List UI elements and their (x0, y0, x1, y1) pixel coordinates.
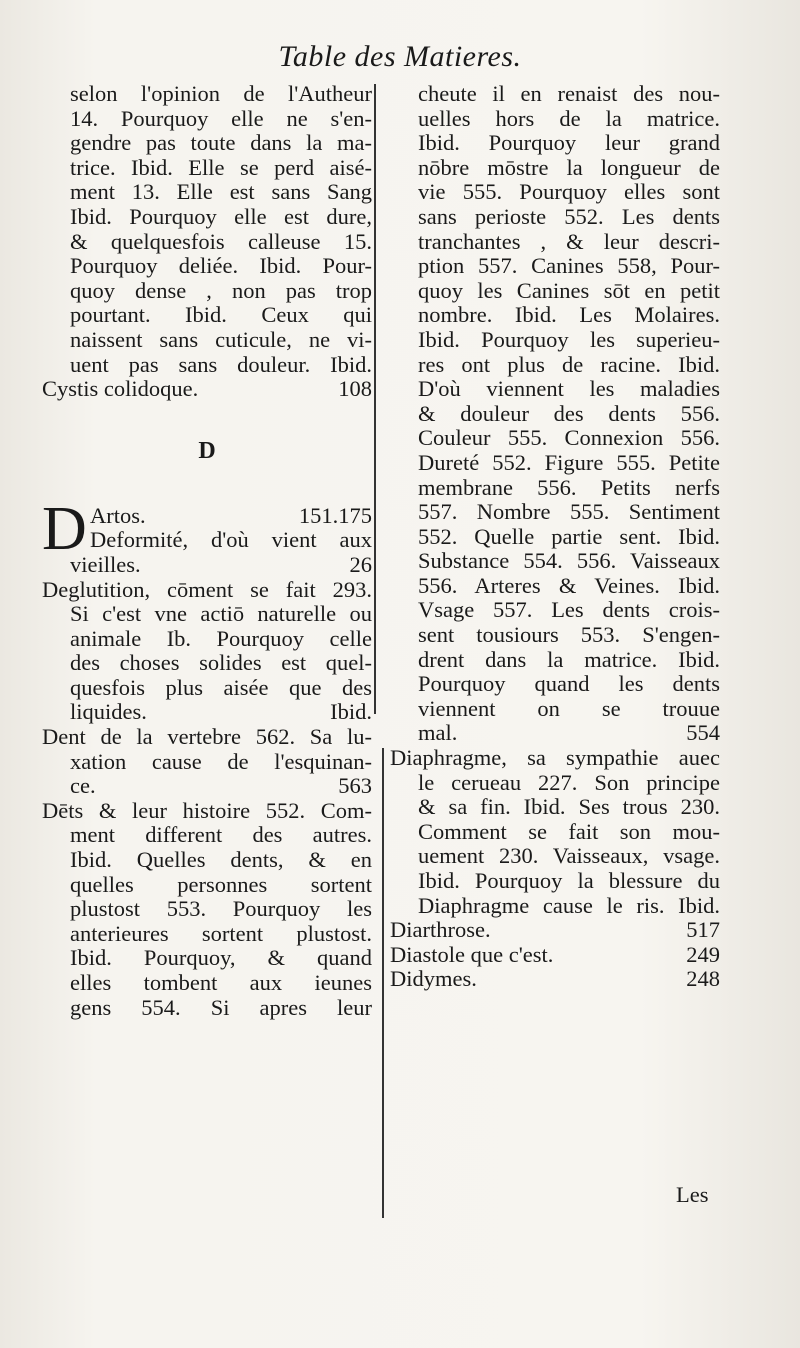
index-line (390, 918, 720, 943)
dropcap-letter: D (42, 494, 87, 563)
index-line: uent pas sans douleur. Ibid. (70, 351, 372, 377)
index-line: gens 554. Si apres leur (70, 994, 372, 1020)
column-rule-lower (382, 748, 384, 1218)
index-line: des choses solides est quel- (70, 650, 372, 676)
index-line: 14. Pourquoy elle ne s'en- (70, 105, 372, 131)
index-line: Ibid. Pourquoy la blessure du (418, 868, 720, 893)
index-line: elles tombent aux ieunes (70, 970, 372, 995)
index-line: Pourquoy deliée. Ibid. Pour- (70, 253, 372, 279)
page-number: 563 (338, 773, 372, 799)
index-line: quoy les Canines sōt en petit (418, 277, 720, 303)
dropcap-block (42, 494, 372, 563)
index-line: D'où viennent les maladies (418, 376, 720, 402)
index-line: sans perioste 552. Les dents (418, 203, 720, 229)
index-line: Couleur 555. Connexion 556. (418, 425, 720, 451)
index-line: Ibid. Quelles dents, & en (70, 847, 372, 873)
index-line: Ibid. Pourquoy leur grand (418, 130, 720, 156)
index-line: & douleur des dents 556. (418, 400, 720, 426)
index-line: tranchantes , & leur descri- (418, 228, 720, 254)
index-line: 557. Nombre 555. Sentiment (418, 499, 720, 525)
index-line (390, 967, 720, 992)
entry-text: Diastole que c'est. (390, 941, 554, 967)
index-line: Deformité, d'où vient aux (90, 527, 372, 553)
entry-text: Didymes. (390, 966, 477, 992)
index-line: Pourquoy quand les dents (418, 671, 720, 697)
index-line: Diaphragme cause le ris. Ibid. (418, 892, 720, 918)
index-line (42, 553, 372, 578)
index-line: anterieures sortent plustost. (70, 920, 372, 946)
catchword: Les (676, 1182, 709, 1207)
entry-text: ce. (70, 773, 96, 799)
right-column (390, 82, 720, 992)
spacer (42, 478, 372, 504)
index-line: animale Ib. Pourquoy celle (70, 625, 372, 651)
index-line: trice. Ibid. Elle se perd aisé- (70, 154, 372, 180)
index-line (42, 377, 372, 402)
index-line: plustost 553. Pourquoy les (70, 896, 372, 922)
index-line: cheute il en renaist des nou- (418, 81, 720, 106)
page-number: 249 (686, 941, 720, 967)
entry-text: mal. (418, 720, 458, 746)
index-line: membrane 556. Petits nerfs (418, 474, 720, 500)
index-line: Dureté 552. Figure 555. Petite (418, 449, 720, 475)
index-line: vie 555. Pourquoy elles sont (418, 179, 720, 205)
page-number: 26 (349, 551, 372, 577)
index-line: Comment se fait son mou- (418, 818, 720, 844)
column-rule-upper (374, 84, 376, 714)
index-line: 556. Arteres & Veines. Ibid. (418, 572, 720, 598)
entry-text: vieilles. (70, 551, 141, 577)
index-line: gendre pas toute dans la ma- (70, 130, 372, 156)
index-line: res ont plus de racine. Ibid. (418, 351, 720, 377)
index-line: xation cause de l'esquinan- (70, 748, 372, 774)
section-letter: D (198, 437, 216, 464)
index-line (42, 504, 372, 529)
spacer (42, 402, 372, 424)
index-line: Ibid. Pourquoy les superieu- (418, 326, 720, 352)
index-line: uelles hors de la matrice. (418, 105, 720, 131)
index-line (390, 943, 720, 968)
page-header: Table des Matieres. (278, 40, 522, 73)
index-line: quelles personnes sortent (70, 871, 372, 897)
index-line: naissent sans cuticule, ne vi- (70, 326, 372, 352)
left-column (42, 82, 372, 1020)
index-line: ment different des autres. (70, 822, 372, 848)
index-line: le cerueau 227. Son principe (418, 769, 720, 795)
index-line: quoy dense , non pas trop (70, 277, 372, 303)
index-line: Vsage 557. Les dents crois- (418, 597, 720, 623)
index-line: drent dans la matrice. Ibid. (418, 646, 720, 672)
index-line: nombre. Ibid. Les Molaires. (418, 302, 720, 328)
page-number: 108 (338, 376, 372, 402)
page-number: 151.175 (298, 502, 372, 528)
index-line: Dent de la vertebre 562. Sa lu- (42, 724, 372, 750)
entry-text: Artos. (90, 502, 146, 528)
index-line: nōbre mōstre la longueur de (418, 154, 720, 180)
index-line: uement 230. Vaisseaux, vsage. (418, 843, 720, 869)
index-line: & sa fin. Ibid. Ses trous 230. (418, 794, 720, 820)
index-line: & quelquesfois calleuse 15. (70, 228, 372, 254)
index-line: viennent on se trouue (418, 695, 720, 721)
entry-text: Diarthrose. (390, 917, 491, 943)
index-line: quesfois plus aisée que des (70, 674, 372, 700)
index-line: 552. Quelle partie sent. Ibid. (418, 523, 720, 549)
index-line: Dēts & leur histoire 552. Com- (42, 797, 372, 823)
index-line: Ibid. Pourquoy, & quand (70, 945, 372, 971)
page-number: 517 (686, 917, 720, 943)
index-line: Ibid. Pourquoy elle est dure, (70, 203, 372, 229)
index-line: liquides. Ibid. (70, 699, 372, 725)
index-line (390, 721, 720, 746)
index-line: pourtant. Ibid. Ceux qui (70, 302, 372, 328)
index-line: Substance 554. 556. Vaisseaux (418, 548, 720, 574)
index-line: selon l'opinion de l'Autheur (70, 81, 372, 106)
index-line (42, 774, 372, 799)
index-line: Deglutition, cōment se fait 293. (42, 576, 372, 602)
page-number: 554 (686, 720, 720, 746)
index-line: Diaphragme, sa sympathie auec (390, 745, 720, 771)
entry-text: Cystis colidoque. (42, 376, 199, 402)
index-line: ment 13. Elle est sans Sang (70, 179, 372, 205)
page-number: 248 (686, 966, 720, 992)
index-line: ption 557. Canines 558, Pour- (418, 253, 720, 279)
index-line: Si c'est vne actiō naturelle ou (70, 601, 372, 627)
index-line: sent tousiours 553. S'engen- (418, 622, 720, 648)
